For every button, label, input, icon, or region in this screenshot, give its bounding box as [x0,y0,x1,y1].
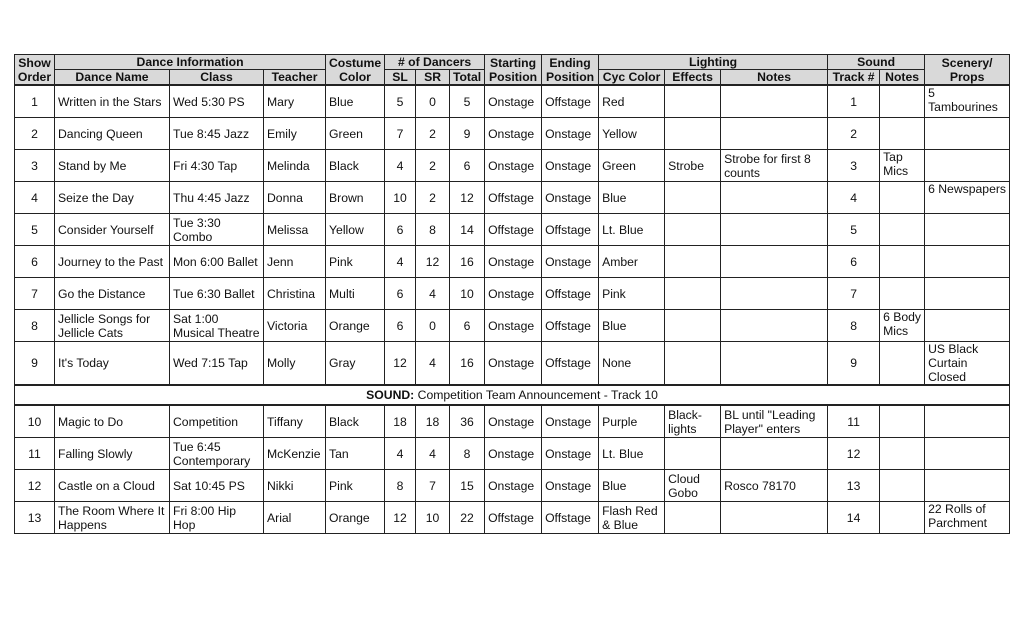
teacher-cell: Molly [264,342,326,386]
sr-count-cell: 4 [416,278,450,310]
cyc-color-cell: Purple [599,405,665,438]
teacher-cell: Christina [264,278,326,310]
starting-position-cell: Onstage [485,342,542,386]
show-order-cell: 11 [15,438,55,470]
costume-color-header: Costume Color [326,55,385,86]
sound-announcement-text: Competition Team Announcement - Track 10 [417,388,658,402]
total-dancers-cell: 5 [450,85,485,118]
show-order-cell: 4 [15,182,55,214]
sl-count-cell: 6 [385,310,416,342]
show-order-cell: 8 [15,310,55,342]
track-number-cell: 9 [828,342,880,386]
lighting-notes-header: Notes [721,70,828,86]
effects-cell [665,278,721,310]
teacher-header: Teacher [264,70,326,86]
teacher-cell: Donna [264,182,326,214]
cyc-color-cell: Lt. Blue [599,438,665,470]
lighting-notes-cell [721,438,828,470]
show-order-cell: 1 [15,85,55,118]
sl-header: SL [385,70,416,86]
starting-position-cell: Onstage [485,246,542,278]
class-cell: Mon 6:00 Ballet [170,246,264,278]
starting-position-cell: Onstage [485,405,542,438]
teacher-cell: Melissa [264,214,326,246]
sr-count-cell: 10 [416,502,450,534]
effects-cell: Cloud Gobo [665,470,721,502]
track-number-cell: 5 [828,214,880,246]
ending-position-cell: Onstage [542,438,599,470]
sr-count-cell: 18 [416,405,450,438]
teacher-cell: Mary [264,85,326,118]
ending-position-cell: Onstage [542,470,599,502]
cyc-color-cell: Red [599,85,665,118]
costume-color-cell: Pink [326,246,385,278]
ending-position-cell: Onstage [542,246,599,278]
scenery-props-cell: 5 Tambourines [925,85,1010,118]
dance-name-cell: Magic to Do [55,405,170,438]
dance-name-cell: Seize the Day [55,182,170,214]
total-dancers-cell: 14 [450,214,485,246]
track-number-cell: 3 [828,150,880,182]
table-header [15,55,1010,86]
dance-name-cell: Castle on a Cloud [55,470,170,502]
track-number-cell: 4 [828,182,880,214]
scenery-props-cell: 22 Rolls of Parchment [925,502,1010,534]
starting-position-cell: Onstage [485,150,542,182]
total-dancers-cell: 16 [450,342,485,386]
sound-header: Sound [828,55,925,70]
dance-name-cell: Journey to the Past [55,246,170,278]
sl-count-cell: 5 [385,85,416,118]
effects-cell [665,246,721,278]
sound-announcement-label: SOUND: [366,388,415,402]
ending-position-header: Ending Position [542,55,599,86]
ending-position-cell: Offstage [542,502,599,534]
sl-count-cell: 8 [385,470,416,502]
sr-count-cell: 4 [416,438,450,470]
sr-count-cell: 4 [416,342,450,386]
cyc-color-cell: Green [599,150,665,182]
class-cell: Wed 7:15 Tap [170,342,264,386]
class-cell: Fri 8:00 Hip Hop [170,502,264,534]
dance-name-cell: Written in the Stars [55,85,170,118]
effects-cell [665,214,721,246]
sr-count-cell: 8 [416,214,450,246]
total-dancers-cell: 10 [450,278,485,310]
show-order-cell: 13 [15,502,55,534]
dance-name-cell: Consider Yourself [55,214,170,246]
sound-notes-cell [880,342,925,386]
ending-position-cell: Onstage [542,182,599,214]
costume-color-cell: Tan [326,438,385,470]
sound-notes-cell: 6 Body Mics [880,310,925,342]
cyc-color-cell: Lt. Blue [599,214,665,246]
lighting-notes-cell [721,214,828,246]
class-cell: Sat 10:45 PS [170,470,264,502]
starting-position-cell: Onstage [485,470,542,502]
ending-position-cell: Offstage [542,342,599,386]
sound-notes-cell [880,214,925,246]
ending-position-cell: Onstage [542,150,599,182]
sr-count-cell: 12 [416,246,450,278]
dance-name-cell: It's Today [55,342,170,386]
lighting-notes-cell [721,85,828,118]
sound-notes-cell [880,405,925,438]
lighting-notes-cell [721,246,828,278]
sound-announcement-cell [15,385,1010,405]
total-dancers-cell: 15 [450,470,485,502]
costume-color-cell: Black [326,405,385,438]
class-header: Class [170,70,264,86]
show-order-cell: 6 [15,246,55,278]
sr-header: SR [416,70,450,86]
effects-cell [665,502,721,534]
table-row [15,502,1010,534]
dance-name-cell: The Room Where It Happens [55,502,170,534]
sr-count-cell: 7 [416,470,450,502]
show-order-cell: 12 [15,470,55,502]
sr-count-cell: 0 [416,310,450,342]
sl-count-cell: 12 [385,502,416,534]
effects-cell [665,310,721,342]
track-number-cell: 2 [828,118,880,150]
total-dancers-cell: 16 [450,246,485,278]
teacher-cell: Arial [264,502,326,534]
class-cell: Tue 8:45 Jazz [170,118,264,150]
sl-count-cell: 4 [385,438,416,470]
effects-cell [665,342,721,386]
track-number-cell: 14 [828,502,880,534]
cyc-color-header: Cyc Color [599,70,665,86]
table-row [15,118,1010,150]
dance-info-header: Dance Information [55,55,326,70]
dance-name-header: Dance Name [55,70,170,86]
ending-position-cell: Onstage [542,405,599,438]
show-order-cell: 7 [15,278,55,310]
sl-count-cell: 12 [385,342,416,386]
class-cell: Tue 6:30 Ballet [170,278,264,310]
table-row [15,85,1010,118]
lighting-notes-cell [721,182,828,214]
scenery-props-cell [925,150,1010,182]
sound-notes-cell [880,246,925,278]
sl-count-cell: 7 [385,118,416,150]
sl-count-cell: 4 [385,150,416,182]
sl-count-cell: 4 [385,246,416,278]
sr-count-cell: 2 [416,118,450,150]
cyc-color-cell: Blue [599,310,665,342]
scenery-props-cell [925,214,1010,246]
scenery-props-cell: 6 Newspapers [925,182,1010,214]
track-number-cell: 8 [828,310,880,342]
starting-position-cell: Onstage [485,438,542,470]
table-row [15,438,1010,470]
dance-name-cell: Stand by Me [55,150,170,182]
class-cell: Competition [170,405,264,438]
class-cell: Thu 4:45 Jazz [170,182,264,214]
costume-color-cell: Pink [326,470,385,502]
track-number-cell: 6 [828,246,880,278]
starting-position-cell: Offstage [485,214,542,246]
ending-position-cell: Offstage [542,214,599,246]
sound-notes-cell [880,118,925,150]
total-dancers-cell: 6 [450,310,485,342]
dance-name-cell: Dancing Queen [55,118,170,150]
teacher-cell: Jenn [264,246,326,278]
scenery-props-cell: US Black Curtain Closed [925,342,1010,386]
effects-cell: Black-lights [665,405,721,438]
scenery-props-cell [925,278,1010,310]
scenery-props-cell [925,470,1010,502]
dance-name-cell: Go the Distance [55,278,170,310]
scenery-props-cell [925,405,1010,438]
show-cue-sheet-table [14,54,1010,534]
effects-cell [665,438,721,470]
dance-name-cell: Jellicle Songs for Jellicle Cats [55,310,170,342]
total-dancers-cell: 36 [450,405,485,438]
starting-position-cell: Onstage [485,85,542,118]
sound-announcement-row [15,385,1010,405]
lighting-notes-cell [721,502,828,534]
costume-color-cell: Blue [326,85,385,118]
dance-name-cell: Falling Slowly [55,438,170,470]
track-number-cell: 7 [828,278,880,310]
cyc-color-cell: Amber [599,246,665,278]
show-order-cell: 2 [15,118,55,150]
show-order-header: Show Order [15,55,55,86]
sr-count-cell: 2 [416,182,450,214]
total-dancers-cell: 9 [450,118,485,150]
lighting-notes-cell [721,342,828,386]
ending-position-cell: Offstage [542,278,599,310]
cyc-color-cell: Blue [599,182,665,214]
track-number-cell: 13 [828,470,880,502]
starting-position-header: Starting Position [485,55,542,86]
lighting-notes-cell: BL until "Leading Player" enters [721,405,828,438]
teacher-cell: Nikki [264,470,326,502]
teacher-cell: Tiffany [264,405,326,438]
costume-color-cell: Orange [326,502,385,534]
cyc-color-cell: Pink [599,278,665,310]
teacher-cell: Emily [264,118,326,150]
costume-color-cell: Orange [326,310,385,342]
lighting-notes-cell [721,118,828,150]
num-dancers-header: # of Dancers [385,55,485,70]
sl-count-cell: 6 [385,278,416,310]
scenery-props-cell [925,310,1010,342]
show-order-cell: 3 [15,150,55,182]
class-cell: Sat 1:00 Musical Theatre [170,310,264,342]
lighting-notes-cell [721,278,828,310]
table-body [15,85,1010,534]
table-row [15,278,1010,310]
sound-notes-cell [880,182,925,214]
class-cell: Tue 3:30 Combo [170,214,264,246]
sound-notes-header: Notes [880,70,925,86]
lighting-notes-cell: Strobe for first 8 counts [721,150,828,182]
teacher-cell: Melinda [264,150,326,182]
sr-count-cell: 2 [416,150,450,182]
table-row [15,246,1010,278]
lighting-header: Lighting [599,55,828,70]
effects-cell [665,118,721,150]
table-row [15,342,1010,386]
table-row [15,182,1010,214]
teacher-cell: Victoria [264,310,326,342]
scenery-props-cell [925,438,1010,470]
class-cell: Wed 5:30 PS [170,85,264,118]
class-cell: Fri 4:30 Tap [170,150,264,182]
cyc-color-cell: None [599,342,665,386]
total-dancers-cell: 12 [450,182,485,214]
costume-color-cell: Multi [326,278,385,310]
table-row [15,405,1010,438]
sound-notes-cell [880,502,925,534]
sl-count-cell: 6 [385,214,416,246]
costume-color-cell: Gray [326,342,385,386]
cyc-color-cell: Flash Red & Blue [599,502,665,534]
costume-color-cell: Brown [326,182,385,214]
show-order-cell: 5 [15,214,55,246]
show-order-cell: 9 [15,342,55,386]
track-number-cell: 1 [828,85,880,118]
sound-notes-cell: Tap Mics [880,150,925,182]
ending-position-cell: Onstage [542,118,599,150]
total-header: Total [450,70,485,86]
table-row [15,470,1010,502]
scenery-header: Scenery/ Props [925,55,1010,86]
effects-cell: Strobe [665,150,721,182]
sound-notes-cell [880,470,925,502]
total-dancers-cell: 6 [450,150,485,182]
total-dancers-cell: 22 [450,502,485,534]
scenery-props-cell [925,118,1010,150]
sound-notes-cell [880,278,925,310]
sl-count-cell: 10 [385,182,416,214]
show-order-cell: 10 [15,405,55,438]
cyc-color-cell: Yellow [599,118,665,150]
scenery-props-cell [925,246,1010,278]
table-row [15,214,1010,246]
cyc-color-cell: Blue [599,470,665,502]
effects-header: Effects [665,70,721,86]
costume-color-cell: Black [326,150,385,182]
sound-notes-cell [880,438,925,470]
starting-position-cell: Onstage [485,118,542,150]
starting-position-cell: Onstage [485,278,542,310]
lighting-notes-cell: Rosco 78170 [721,470,828,502]
effects-cell [665,182,721,214]
track-header: Track # [828,70,880,86]
effects-cell [665,85,721,118]
ending-position-cell: Offstage [542,310,599,342]
starting-position-cell: Offstage [485,182,542,214]
track-number-cell: 12 [828,438,880,470]
class-cell: Tue 6:45 Contemporary [170,438,264,470]
costume-color-cell: Green [326,118,385,150]
sl-count-cell: 18 [385,405,416,438]
table-row [15,310,1010,342]
table-row [15,150,1010,182]
costume-color-cell: Yellow [326,214,385,246]
track-number-cell: 11 [828,405,880,438]
teacher-cell: McKenzie [264,438,326,470]
sound-notes-cell [880,85,925,118]
ending-position-cell: Offstage [542,85,599,118]
total-dancers-cell: 8 [450,438,485,470]
lighting-notes-cell [721,310,828,342]
starting-position-cell: Onstage [485,310,542,342]
starting-position-cell: Offstage [485,502,542,534]
sr-count-cell: 0 [416,85,450,118]
